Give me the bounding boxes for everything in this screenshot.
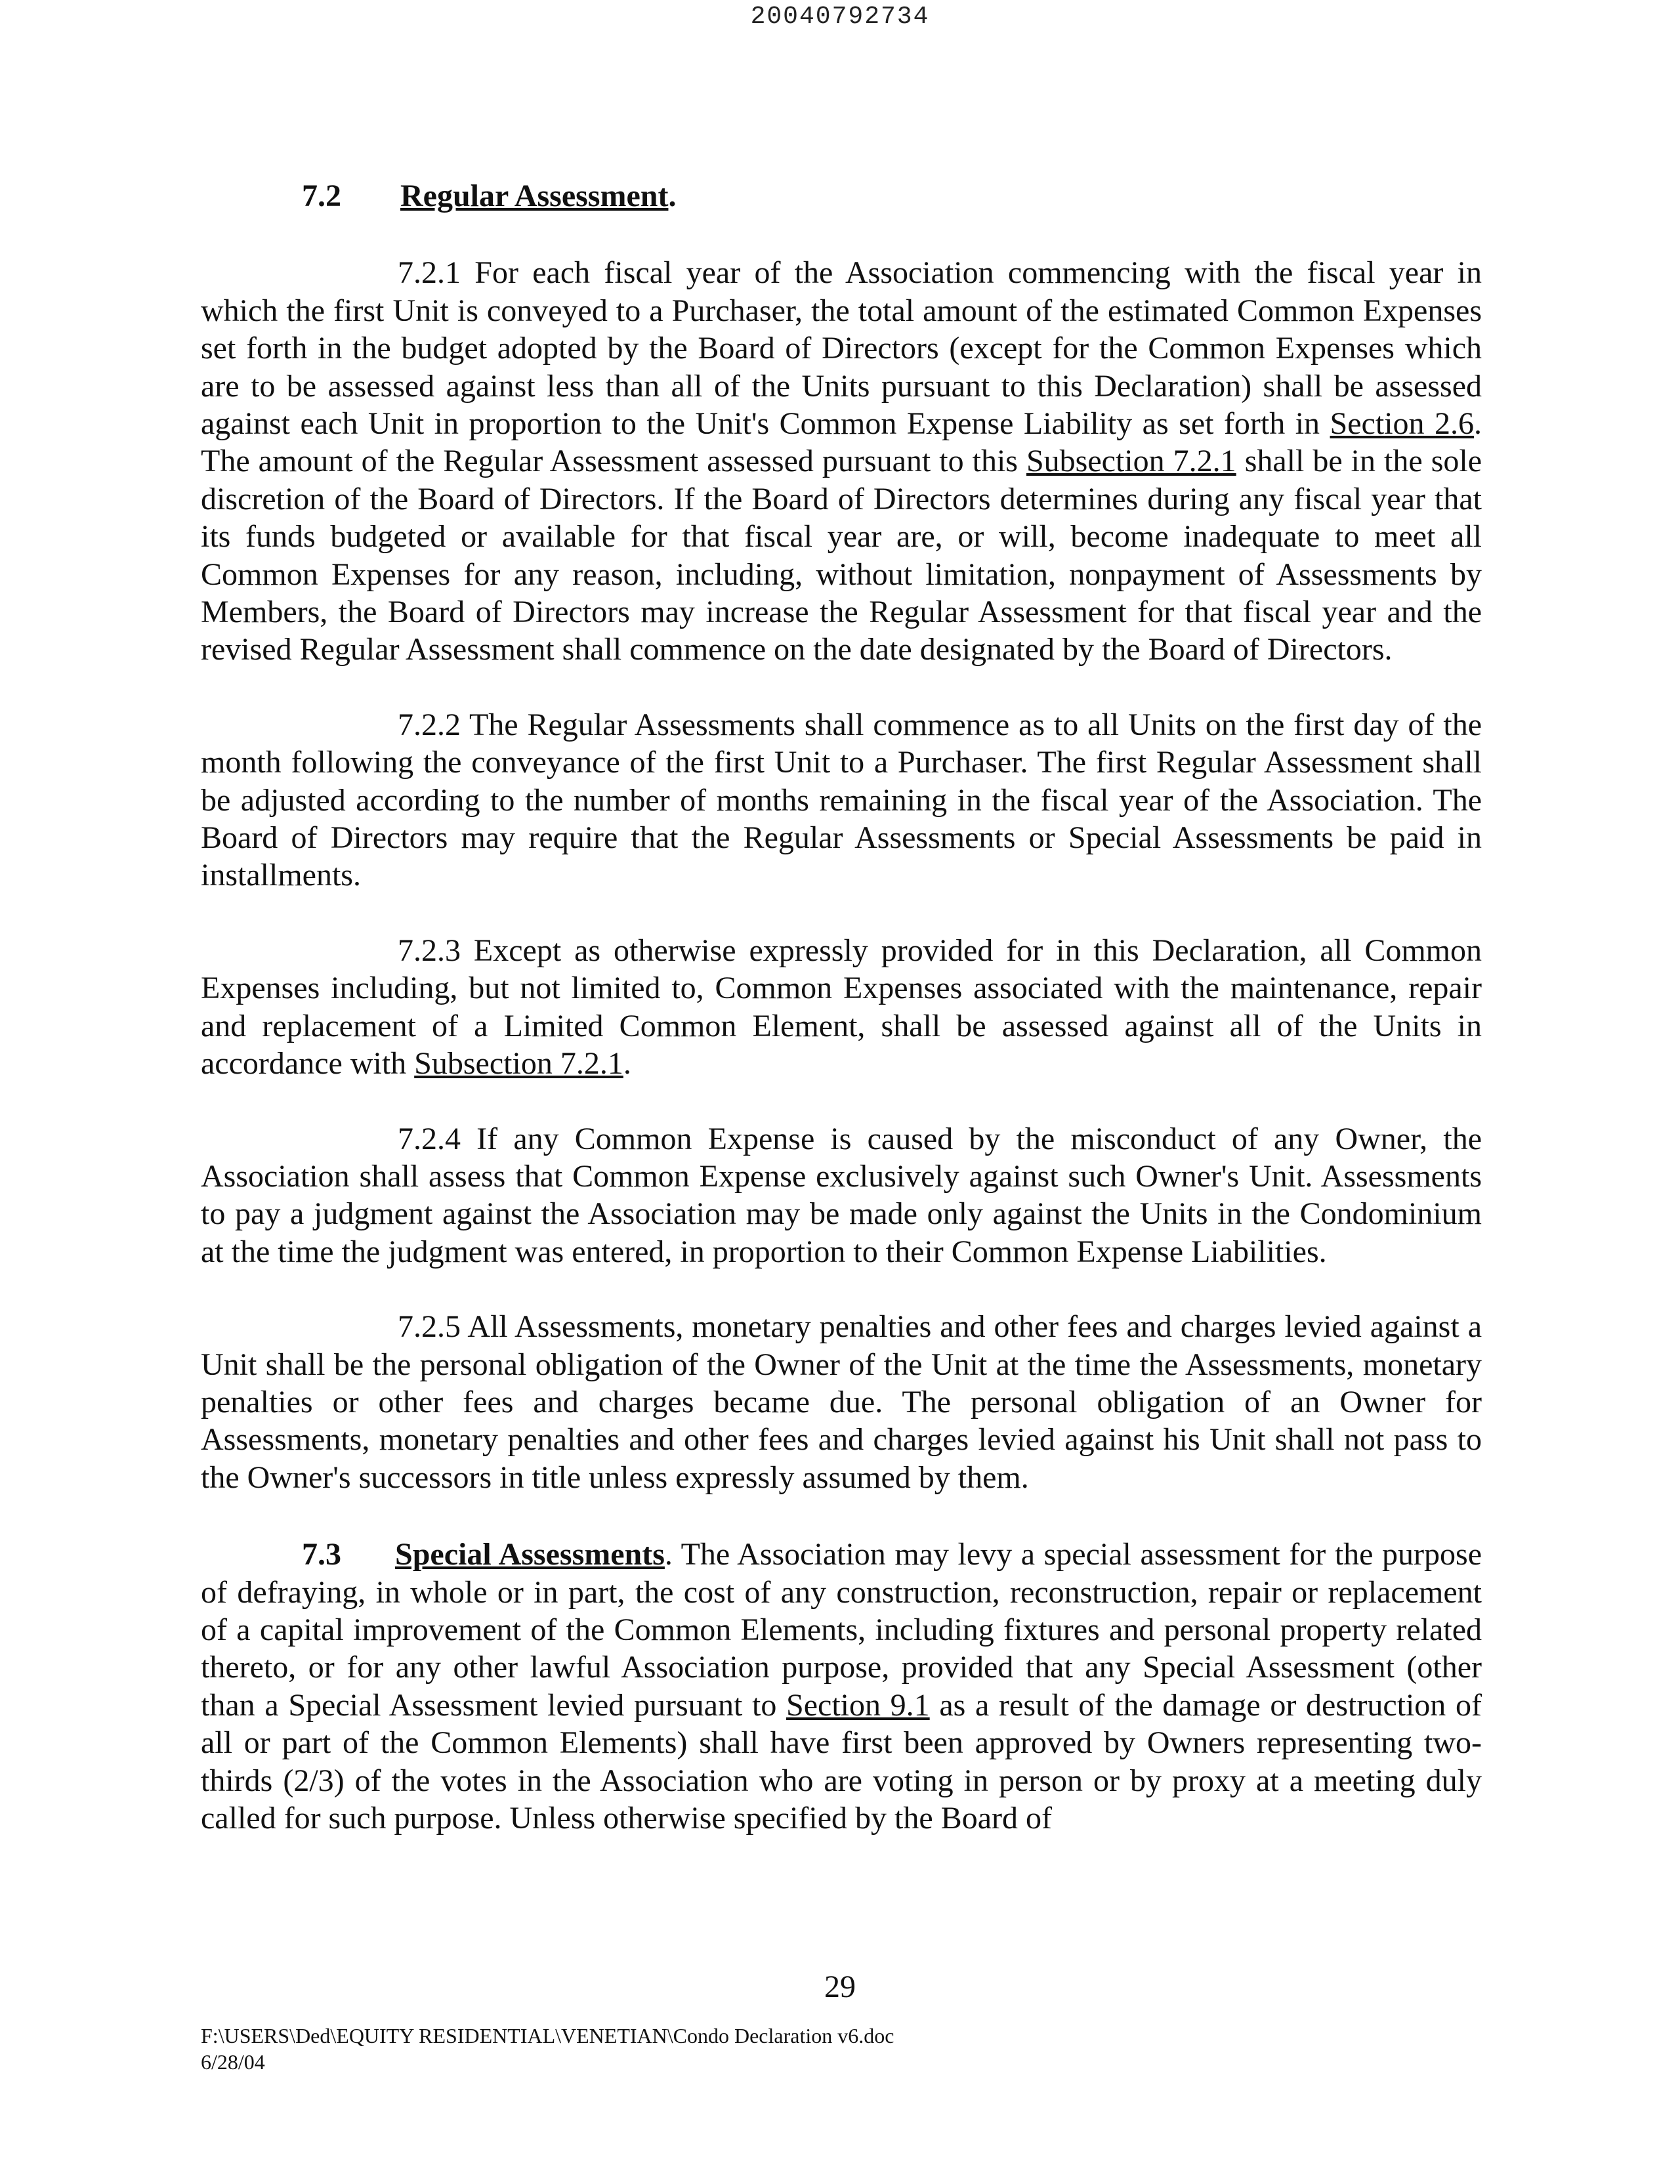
section-number: 7.3 [302, 1537, 341, 1572]
paragraph-7-2-1 [201, 254, 1482, 668]
section-title: Special Assessments [395, 1537, 665, 1572]
paragraph-7-2-2: 7.2.2 The Regular Assessments shall commence as to all Units on the first day of the month following the conveyance of the first Unit to a Purchaser. The first Regular Assessment shall be adjusted according to the number of months remaining in the fiscal year of the Association. The Board of Directors may require that the Regular Assessments or Special Assessments be paid in installments. [201, 707, 1482, 893]
paragraph-text: . [623, 1046, 631, 1082]
cross-reference: Subsection 7.2.1 [414, 1046, 623, 1082]
section-number: 7.2 [302, 178, 341, 213]
paragraph-text: . The Association may levy a special assessment for the purpose of defraying, in whole or in part, the cost of any construction, reconstruction, repair or replacement of a capital improvement of the Common Elements, including fixtures and personal property related thereto, or for any other lawful Association purpose, provided that any Special Assessment (other than a Special Assessment levied pursuant to [201, 1537, 1482, 1723]
paragraph-7-3 [201, 1536, 1482, 1837]
paragraph-text: as a result of the damage or destruction of all or part of the Common Elements) shall have first been approved by Owners representing two-thirds (2/3) of the votes in the Association who are voting in person or by proxy at a meeting duly called for such purpose. Unless otherwise specified by the Board of [201, 1687, 1482, 1836]
paragraph-text: . The amount of the Regular Assessment assessed pursuant to this [201, 406, 1482, 479]
page-number: 29 [824, 1969, 856, 2004]
document-body [201, 177, 1482, 1837]
paragraph-text: shall be in the sole discretion of the Board of Directors. If the Board of Directors determines during any fiscal year that its funds budgeted or available for that fiscal year are, or will, become inadequate to meet all Common Expenses for any reason, including, without limitation, nonpayment of Assessments by Members, the Board of Directors may increase the Regular Assessment for that fiscal year and the revised Regular Assessment shall commence on the date designated by the Board of Directors. [201, 444, 1482, 667]
cross-reference: Section 2.6 [1330, 406, 1475, 442]
paragraph-text: 7.2.1 For each fiscal year of the Association commencing with the fiscal year in which the first Unit is conveyed to a Purchaser, the total amount of the estimated Common Expenses set forth in the budget adopted by the Board of Directors (except for the Common Expenses which are to be assessed against less than all of the Units pursuant to this Declaration) shall be assessed against each Unit in proportion to the Unit's Common Expense Liability as set forth in [201, 255, 1482, 442]
document-number: 20040792734 [750, 3, 930, 31]
paragraph-7-2-5: 7.2.5 All Assessments, monetary penalties and other fees and charges levied against a Unit shall be the personal obligation of the Owner of the Unit at the time the Assessments, monetary penalties or other fees and charges became due. The personal obligation of an Owner for Assessments, monetary penalties and other fees and charges levied against his Unit shall not pass to the Owner's successors in title unless expressly assumed by them. [201, 1309, 1482, 1495]
section-7-2-heading [302, 177, 1482, 215]
cross-reference: Section 9.1 [786, 1687, 930, 1723]
paragraph-7-2-3 [201, 932, 1482, 1083]
footer-date: 6/28/04 [201, 2050, 265, 2074]
cross-reference: Subsection 7.2.1 [1026, 444, 1236, 479]
section-title: Regular Assessment [400, 178, 669, 213]
paragraph-7-2-4: 7.2.4 If any Common Expense is caused by the misconduct of any Owner, the Association shall assess that Common Expense exclusively against such Owner's Unit. Assessments to pay a judgment against the Association may be made only against the Units in the Condominium at the time the judgment was entered, in proportion to their Common Expense Liabilities. [201, 1121, 1482, 1269]
section-title-period: . [668, 178, 677, 213]
paragraph-text: 7.2.3 Except as otherwise expressly provided for in this Declaration, all Common Expenses including, but not limited to, Common Expenses associated with the maintenance, repair and replacement of a Limited Common Element, shall be assessed against all of the Units in accordance with [201, 933, 1482, 1082]
footer-file-path: F:\USERS\Ded\EQUITY RESIDENTIAL\VENETIAN\Condo Declaration v6.doc [201, 2024, 894, 2048]
